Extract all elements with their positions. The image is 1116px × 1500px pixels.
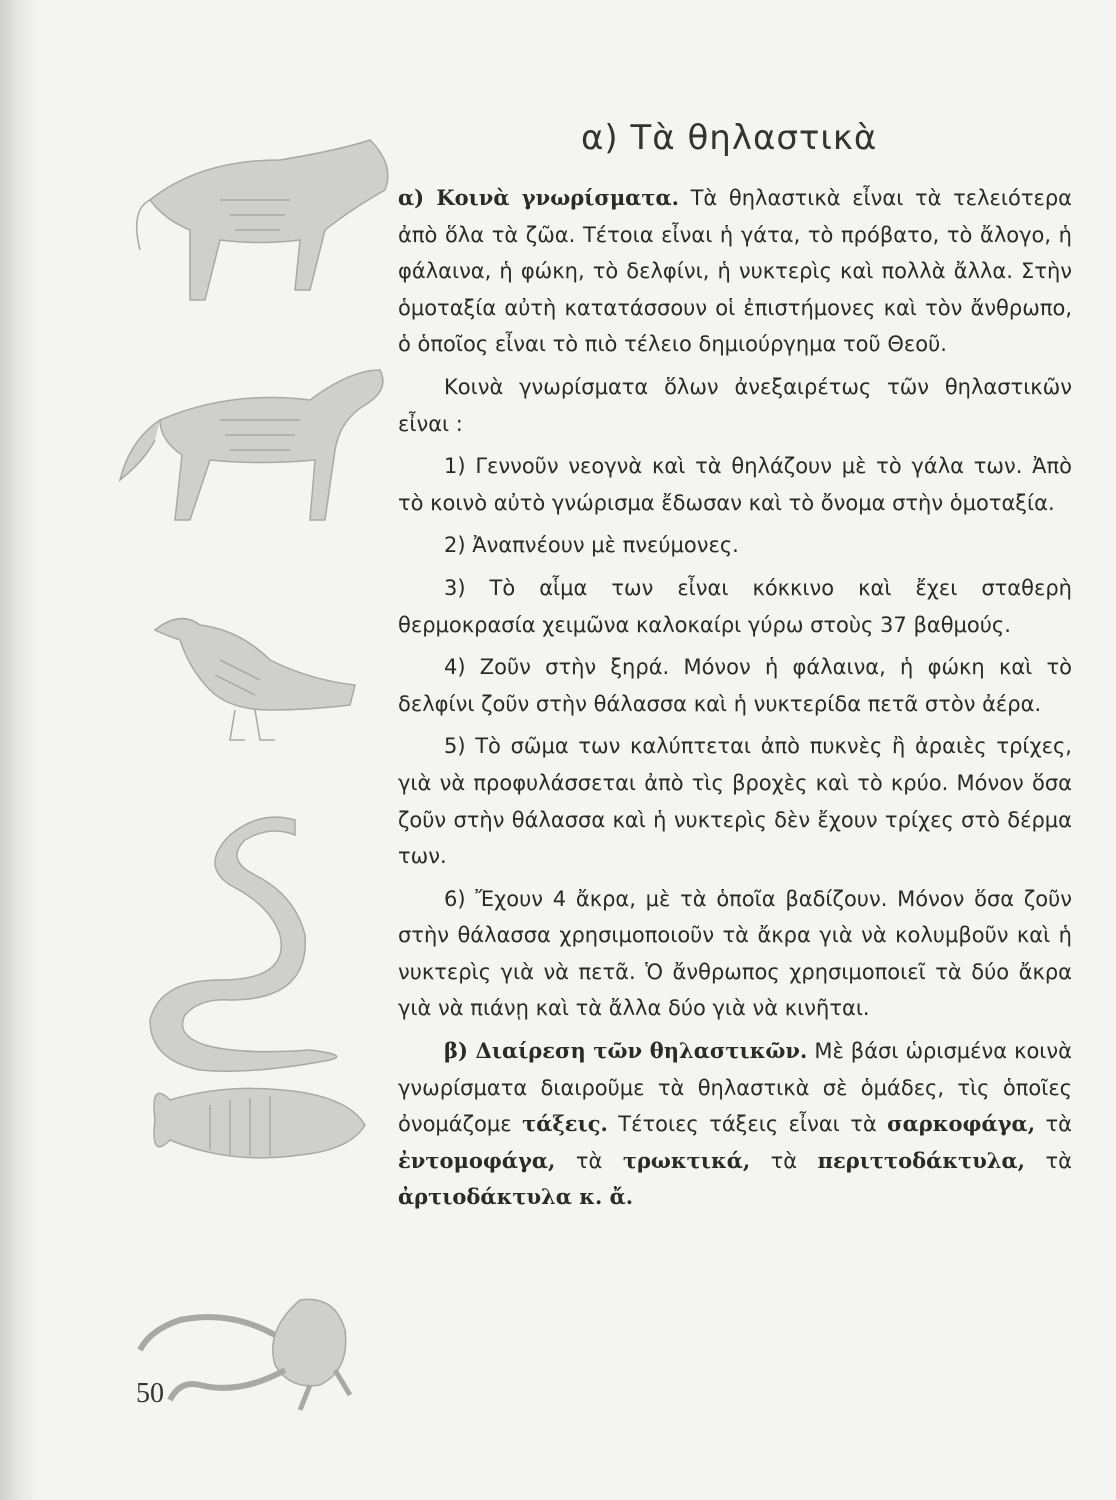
order-artiodaktyla: ἀρτιοδάκτυλα κ. ἄ. <box>398 1184 634 1210</box>
list-item-6: 6) Ἔχουν 4 ἄκρα, μὲ τὰ ὁποῖα βαδίζουν. Μόνον ὅσα ζοῦν στὴν θάλασσα χρησιμοποιοῦν τὰ ἄκρα γιὰ νὰ κολυμβοῦν καὶ ἡ νυκτερὶς γιὰ νὰ πετᾶ. Ὁ ἄνθρωπος χρησιμοποιεῖ τὰ δύο ἄκρα γιὰ νὰ πιάνῃ καὶ τὰ ἄλλα δύο γιὰ νὰ κινῆται. <box>398 886 1072 1021</box>
order-entomofaga: ἐντομοφάγα, <box>398 1147 556 1173</box>
lion-skeleton-illustration <box>137 140 388 300</box>
body-text <box>398 180 1072 1222</box>
characteristics-intro: Κοινὰ γνωρίσματα ὅλων ἀνεξαιρέτως τῶν θηλαστικῶν εἶναι : <box>398 374 1072 436</box>
page-number: 50 <box>136 1378 164 1409</box>
article-ta-1: τὰ <box>1045 1112 1072 1137</box>
section-a-paragraph <box>398 180 1072 363</box>
article-ta-2: τὰ <box>575 1148 603 1173</box>
horse-skeleton-illustration <box>120 370 383 520</box>
order-sarkofaga: σαρκοφάγα, <box>887 1111 1036 1137</box>
section-b-heading: β) Διαίρεση τῶν θηλαστικῶν. <box>444 1038 808 1064</box>
list-item-4: 4) Ζοῦν στὴν ξηρά. Μόνον ἡ φάλαινα, ἡ φώκη καὶ τὸ δελφίνι ζοῦν στὴν θάλασσα καὶ ἡ νυκτερίδα πετᾶ στὸν ἀέρα. <box>398 655 1072 716</box>
section-b-paragraph <box>398 1033 1072 1216</box>
bird-skeleton-illustration <box>155 619 355 740</box>
page-binding-edge <box>0 0 40 1500</box>
list-item-3: 3) Τὸ αἷμα των εἶναι κόκκινο καὶ ἔχει σταθερὴ θερμοκρασία χειμῶνα καλοκαίρι γύρω στοὺς 37 βαθμούς. <box>398 575 1072 637</box>
list-item-1: 1) Γεννοῦν νεογνὰ καὶ τὰ θηλάζουν μὲ τὸ γάλα των. Ἀπὸ τὸ κοινὸ αὐτὸ γνώρισμα ἔδωσαν καὶ τὸ ὄνομα στὴν ὁμοταξία. <box>398 454 1072 515</box>
page-title: α) Τὰ θηλαστικὰ <box>581 118 878 158</box>
order-perittodaktyla: περιττοδάκτυλα, <box>817 1147 1025 1173</box>
skeleton-illustrations <box>110 120 400 1420</box>
section-a-heading: α) Κοινὰ γνωρίσματα. <box>398 185 679 210</box>
section-a-text: Τὰ θηλαστικὰ εἶναι τὰ τελειότερα ἀπὸ ὅλα τὰ ζῶα. Τέτοια εἶναι ἡ γάτα, τὸ πρόβατο, τὸ ἄλογο, ἡ φάλαινα, ἡ φώκη, τὸ δελφίνι, ἡ νυκτερὶς καὶ πολλὰ ἄλλα. Στὴν ὁμοταξία αὐτὴ κατατάσσουν οἱ ἐπιστήμονες καὶ τὸν ἄνθρωπο, ὁ ὁποῖος εἶναι τὸ πιὸ τέλειο δημιούργημα τοῦ Θεοῦ. <box>398 186 1072 357</box>
list-item-5: 5) Τὸ σῶμα των καλύπτεται ἀπὸ πυκνὲς ἢ ἀραιὲς τρίχες, γιὰ νὰ προφυλάσσεται ἀπὸ τὶς βροχὲς καὶ τὸ κρύο. Μόνον ὅσα ζοῦν στὴν θάλασσα καὶ ἡ νυκτερὶς δὲν ἔχουν τρίχες στὸ δέρμα των. <box>398 734 1072 869</box>
fish-skeleton-illustration <box>154 1088 365 1157</box>
term-taxeis: τάξεις. <box>522 1111 608 1137</box>
section-b-text-1: Μὲ βάσι ὡρισμένα κοινὰ γνωρίσματα διαιροῦμε τὰ θηλαστικὰ σὲ ὁμάδες, τὶς ὁποῖες ὀνομάζομε <box>398 1039 1072 1137</box>
order-troktika: τρωκτικά, <box>622 1147 751 1173</box>
snake-skeleton-illustration <box>150 817 337 1071</box>
article-ta-3: τὰ <box>770 1148 798 1173</box>
article-ta-4: τὰ <box>1045 1148 1072 1173</box>
frog-skeleton-illustration <box>140 1299 350 1410</box>
section-b-text-2: Τέτοιες τάξεις εἶναι τὰ <box>618 1112 877 1137</box>
list-item-2: 2) Ἀναπνέουν μὲ πνεύμονες. <box>444 533 739 558</box>
